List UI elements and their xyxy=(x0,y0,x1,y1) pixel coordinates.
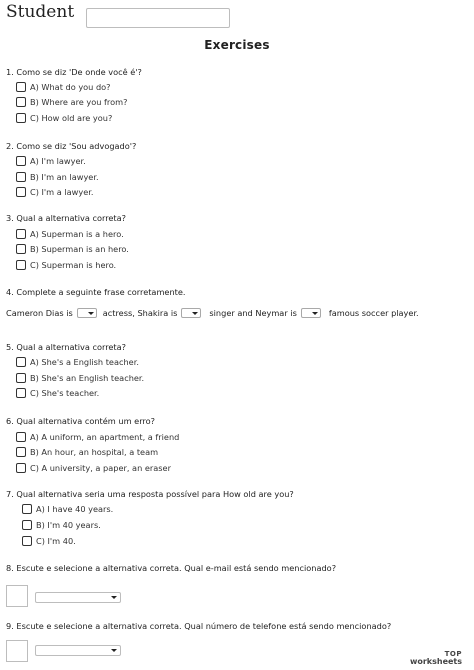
q4-sentence xyxy=(6,308,419,318)
q5-option-c[interactable] xyxy=(16,388,99,398)
option-label: A) I have 40 years. xyxy=(36,504,114,514)
checkbox[interactable] xyxy=(22,536,32,546)
q1-option-c[interactable] xyxy=(16,113,112,123)
option-label: C) I'm a lawyer. xyxy=(30,187,94,197)
option-label: C) A university, a paper, an eraser xyxy=(30,463,171,473)
sentence-part: famous soccer player. xyxy=(328,308,419,318)
checkbox[interactable] xyxy=(16,388,26,398)
audio-box-q8[interactable] xyxy=(6,585,28,607)
checkbox[interactable] xyxy=(16,463,26,473)
q3-option-c[interactable] xyxy=(16,260,116,270)
question-8: 8. Escute e selecione a alternativa correta. Qual e-mail está sendo mencionado? xyxy=(6,563,337,573)
option-label: A) She's a English teacher. xyxy=(30,357,139,367)
q2-option-c[interactable] xyxy=(16,187,93,197)
option-label: B) Superman is an hero. xyxy=(30,244,129,254)
option-label: C) How old are you? xyxy=(30,113,113,123)
student-name-input[interactable] xyxy=(86,8,230,28)
checkbox[interactable] xyxy=(16,447,26,457)
q2-option-b[interactable] xyxy=(16,172,99,182)
q1-option-b[interactable] xyxy=(16,97,127,107)
option-label: B) Where are you from? xyxy=(30,97,128,107)
checkbox[interactable] xyxy=(16,156,26,166)
option-label: A) I'm lawyer. xyxy=(30,156,86,166)
q6-option-a[interactable] xyxy=(16,432,179,442)
checkbox[interactable] xyxy=(16,260,26,270)
blank-dropdown-1[interactable] xyxy=(77,308,97,318)
q7-option-b[interactable] xyxy=(22,520,101,530)
checkbox[interactable] xyxy=(16,187,26,197)
brand-line-1: TOP xyxy=(444,650,462,658)
option-label: A) A uniform, an apartment, a friend xyxy=(30,432,180,442)
checkbox[interactable] xyxy=(16,97,26,107)
chevron-down-icon xyxy=(111,596,117,599)
checkbox[interactable] xyxy=(16,244,26,254)
chevron-down-icon xyxy=(88,312,94,315)
q6-option-b[interactable] xyxy=(16,447,158,457)
q9-answer-dropdown[interactable] xyxy=(35,645,121,656)
question-5: 5. Qual a alternativa correta? xyxy=(6,342,127,352)
question-1: 1. Como se diz 'De onde você é'? xyxy=(6,67,142,77)
page-title: Exercises xyxy=(204,38,270,52)
brand-line-2: worksheets xyxy=(409,657,462,666)
q5-option-b[interactable] xyxy=(16,373,144,383)
checkbox[interactable] xyxy=(16,357,26,367)
chevron-down-icon xyxy=(312,312,318,315)
question-9: 9. Escute e selecione a alternativa correta. Qual número de telefone está sendo mencionado? xyxy=(6,621,392,631)
chevron-down-icon xyxy=(111,649,117,652)
sentence-part: singer and Neymar is xyxy=(209,308,297,318)
question-3: 3. Qual a alternativa correta? xyxy=(6,213,127,223)
brand-logo xyxy=(410,650,462,666)
q3-option-b[interactable] xyxy=(16,244,129,254)
question-2: 2. Como se diz 'Sou advogado'? xyxy=(6,141,137,151)
blank-dropdown-3[interactable] xyxy=(301,308,321,318)
q5-option-a[interactable] xyxy=(16,357,139,367)
checkbox[interactable] xyxy=(16,113,26,123)
checkbox[interactable] xyxy=(16,373,26,383)
q2-option-a[interactable] xyxy=(16,156,86,166)
question-6: 6. Qual alternativa contém um erro? xyxy=(6,416,155,426)
question-7: 7. Qual alternativa seria uma resposta possível para How old are you? xyxy=(6,489,294,499)
option-label: B) An hour, an hospital, a team xyxy=(30,447,159,457)
option-label: C) I'm 40. xyxy=(36,536,76,546)
checkbox[interactable] xyxy=(16,432,26,442)
checkbox[interactable] xyxy=(16,82,26,92)
checkbox[interactable] xyxy=(16,229,26,239)
blank-dropdown-2[interactable] xyxy=(181,308,201,318)
option-label: B) I'm 40 years. xyxy=(36,520,101,530)
checkbox[interactable] xyxy=(16,172,26,182)
option-label: B) She's an English teacher. xyxy=(30,373,145,383)
q7-option-c[interactable] xyxy=(22,536,76,546)
option-label: C) She's teacher. xyxy=(30,388,100,398)
option-label: B) I'm an lawyer. xyxy=(30,172,99,182)
option-label: A) Superman is a hero. xyxy=(30,229,124,239)
q8-answer-dropdown[interactable] xyxy=(35,592,121,603)
checkbox[interactable] xyxy=(22,504,32,514)
q3-option-a[interactable] xyxy=(16,229,124,239)
option-label: A) What do you do? xyxy=(30,82,111,92)
student-label: Student xyxy=(6,2,75,22)
audio-box-q9[interactable] xyxy=(6,640,28,662)
option-label: C) Superman is hero. xyxy=(30,260,117,270)
sentence-part: Cameron Dias is xyxy=(6,308,73,318)
sentence-part: actress, Shakira is xyxy=(102,308,178,318)
chevron-down-icon xyxy=(192,312,198,315)
checkbox[interactable] xyxy=(22,520,32,530)
question-4: 4. Complete a seguinte frase corretamente. xyxy=(6,287,186,297)
q6-option-c[interactable] xyxy=(16,463,171,473)
q7-option-a[interactable] xyxy=(22,504,113,514)
q1-option-a[interactable] xyxy=(16,82,111,92)
